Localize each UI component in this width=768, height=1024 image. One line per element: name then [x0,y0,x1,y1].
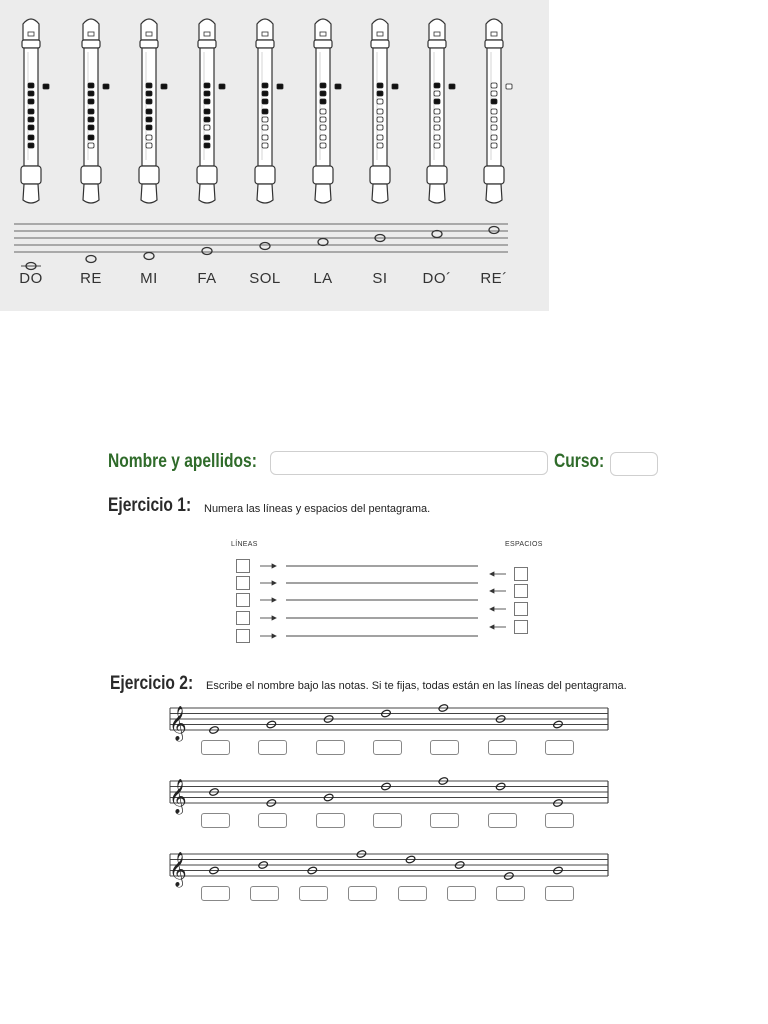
covered-hole [88,125,94,130]
covered-hole [146,109,152,114]
covered-hole [262,109,268,114]
note-answer-box[interactable] [373,813,402,828]
open-hole [262,143,268,148]
thumb-hole [219,84,225,89]
open-hole [146,143,152,148]
course-label: Curso: [554,451,605,472]
note-answer-box[interactable] [316,740,345,755]
covered-hole [146,99,152,104]
covered-hole [28,117,34,122]
note-name-label: RE´ [480,270,508,287]
recorder-window [88,32,94,36]
exercise2-staff-2 [169,777,608,815]
note-answer-box[interactable] [201,886,230,901]
open-hole [491,143,497,148]
recorder-bell-joint [255,166,275,184]
open-hole [377,99,383,104]
recorder-mouthpiece [315,19,331,40]
recorder-8 [427,19,455,203]
covered-hole [146,117,152,122]
note-answer-box[interactable] [430,740,459,755]
recorder-bell-joint [21,166,41,184]
open-hole [434,109,440,114]
name-input[interactable] [270,451,548,475]
note-answer-box[interactable] [348,886,377,901]
covered-hole [377,91,383,96]
thumb-hole [506,84,512,89]
note-answer-box[interactable] [545,813,574,828]
recorder-7 [370,19,398,203]
open-hole [434,125,440,130]
note-answer-box[interactable] [398,886,427,901]
covered-hole [88,91,94,96]
line-arrows [260,564,276,638]
recorder-mouthpiece [257,19,273,40]
note-answer-box[interactable] [447,886,476,901]
note-answer-box[interactable] [250,886,279,901]
recorder-window [262,32,268,36]
name-label: Nombre y apellidos: [108,451,257,472]
recorder-joint [22,40,40,48]
covered-hole [28,83,34,88]
note-name-label: DO´ [422,270,452,287]
open-hole [434,91,440,96]
open-hole [377,125,383,130]
exercise1-title: Ejercicio 1: [108,495,192,516]
covered-hole [204,99,210,104]
open-hole [320,109,326,114]
note-name-label: FA [197,270,217,287]
recorder-joint [140,40,158,48]
open-hole [377,135,383,140]
covered-hole [88,117,94,122]
open-hole [262,117,268,122]
open-hole [491,109,497,114]
recorder-bell-joint [313,166,333,184]
note-name-label: DO [19,270,43,287]
recorder-joint [371,40,389,48]
thumb-hole [103,84,109,89]
covered-hole [377,83,383,88]
note-answer-box[interactable] [258,813,287,828]
thumb-hole [161,84,167,89]
recorder-bell [315,184,331,203]
covered-hole [28,143,34,148]
note-name-label: RE [80,270,102,287]
recorder-joint [428,40,446,48]
covered-hole [204,83,210,88]
line-number-box[interactable] [236,629,250,643]
recorder-joint [198,40,216,48]
recorder-bell [23,184,39,203]
covered-hole [88,135,94,140]
exercise2-instruction: Escribe el nombre bajo las notas. Si te fijas, todas están en las líneas del pentagrama. [206,680,627,692]
recorder-1 [21,19,49,203]
whole-note [489,227,499,234]
thumb-hole [277,84,283,89]
covered-hole [88,83,94,88]
recorder-window [434,32,440,36]
thumb-hole [43,84,49,89]
covered-hole [320,91,326,96]
recorder-bell [372,184,388,203]
open-hole [377,117,383,122]
line-number-box[interactable] [236,576,250,590]
exercise2-staff-1 [169,704,608,742]
course-input[interactable] [610,452,658,476]
covered-hole [434,99,440,104]
covered-hole [491,99,497,104]
line-number-box[interactable] [236,611,250,625]
space-number-box[interactable] [514,602,528,616]
open-hole [146,135,152,140]
open-hole [491,135,497,140]
note-answer-box[interactable] [316,813,345,828]
recorder-window [320,32,326,36]
covered-hole [320,83,326,88]
covered-hole [146,125,152,130]
covered-hole [28,109,34,114]
note-answer-box[interactable] [299,886,328,901]
treble-clef-icon: 𝄞 [169,706,187,741]
recorder-mouthpiece [372,19,388,40]
recorder-bell-joint [81,166,101,184]
recorder-fingering-chart [0,0,549,311]
covered-hole [28,91,34,96]
note-answer-box[interactable] [373,740,402,755]
covered-hole [204,143,210,148]
treble-clef-icon: 𝄞 [169,779,187,814]
lines-label: LÍNEAS [231,541,258,548]
recorder-bell-joint [197,166,217,184]
recorder-bell [199,184,215,203]
covered-hole [434,83,440,88]
recorder-window [146,32,152,36]
open-hole [377,143,383,148]
whole-note [144,253,154,260]
open-hole [434,117,440,122]
open-hole [262,125,268,130]
thumb-hole [335,84,341,89]
recorder-illustrations [0,0,549,311]
open-hole [262,135,268,140]
open-hole [88,143,94,148]
open-hole [320,135,326,140]
recorder-3 [139,19,167,203]
recorder-bell-joint [427,166,447,184]
covered-hole [262,91,268,96]
whole-note [318,239,328,246]
thumb-hole [392,84,398,89]
note-name-label: SOL [249,270,281,287]
covered-hole [28,125,34,130]
note-answer-box[interactable] [258,740,287,755]
whole-note [86,256,96,263]
recorder-5 [255,19,283,203]
covered-hole [204,135,210,140]
recorder-bell [257,184,273,203]
open-hole [204,125,210,130]
spaces-label: ESPACIOS [505,541,543,548]
covered-hole [204,117,210,122]
recorder-mouthpiece [199,19,215,40]
covered-hole [320,99,326,104]
recorder-window [377,32,383,36]
recorder-9 [484,19,512,203]
treble-clef-icon: 𝄞 [169,852,187,887]
whole-note [260,243,270,250]
recorder-2 [81,19,109,203]
recorder-bell [141,184,157,203]
recorder-bell [429,184,445,203]
recorder-mouthpiece [429,19,445,40]
exercise2-title: Ejercicio 2: [110,673,194,694]
thumb-hole [449,84,455,89]
exercise1-staff-diagram [228,552,528,652]
covered-hole [28,135,34,140]
recorder-bell-joint [484,166,504,184]
recorder-bell [83,184,99,203]
recorder-6 [313,19,341,203]
note-answer-box[interactable] [545,886,574,901]
exercise2-staff-3 [169,850,608,888]
recorder-mouthpiece [23,19,39,40]
open-hole [434,135,440,140]
open-hole [377,109,383,114]
recorder-window [28,32,34,36]
note-answer-box[interactable] [430,813,459,828]
exercise1-instruction: Numera las líneas y espacios del pentagrama. [204,503,431,515]
recorder-mouthpiece [83,19,99,40]
recorder-mouthpiece [486,19,502,40]
recorder-window [491,32,497,36]
space-number-box[interactable] [514,620,528,634]
space-number-box[interactable] [514,584,528,598]
note-answer-box[interactable] [545,740,574,755]
note-name-label: LA [313,270,333,287]
recorder-window [204,32,210,36]
staff-lines [286,566,478,636]
open-hole [320,143,326,148]
covered-hole [146,83,152,88]
recorder-bell-joint [139,166,159,184]
note-answer-box[interactable] [201,813,230,828]
recorder-bell-joint [370,166,390,184]
open-hole [491,125,497,130]
open-hole [491,117,497,122]
line-number-box[interactable] [236,559,250,573]
recorder-joint [82,40,100,48]
open-hole [320,117,326,122]
recorder-4 [197,19,225,203]
open-hole [491,91,497,96]
line-number-box[interactable] [236,593,250,607]
note-name-label: MI [140,270,158,287]
open-hole [320,125,326,130]
covered-hole [262,83,268,88]
note-answer-box[interactable] [496,886,525,901]
space-arrows [490,572,506,629]
note-name-label: SI [372,270,388,287]
recorder-joint [485,40,503,48]
covered-hole [204,109,210,114]
note-answer-box[interactable] [488,813,517,828]
covered-hole [28,99,34,104]
space-number-box[interactable] [514,567,528,581]
whole-note [432,231,442,238]
recorder-bell [486,184,502,203]
open-hole [491,83,497,88]
note-answer-box[interactable] [201,740,230,755]
covered-hole [88,109,94,114]
covered-hole [204,91,210,96]
covered-hole [146,91,152,96]
covered-hole [262,99,268,104]
recorder-joint [314,40,332,48]
covered-hole [88,99,94,104]
recorder-mouthpiece [141,19,157,40]
recorder-joint [256,40,274,48]
whole-note [202,248,212,255]
open-hole [434,143,440,148]
note-answer-box[interactable] [488,740,517,755]
